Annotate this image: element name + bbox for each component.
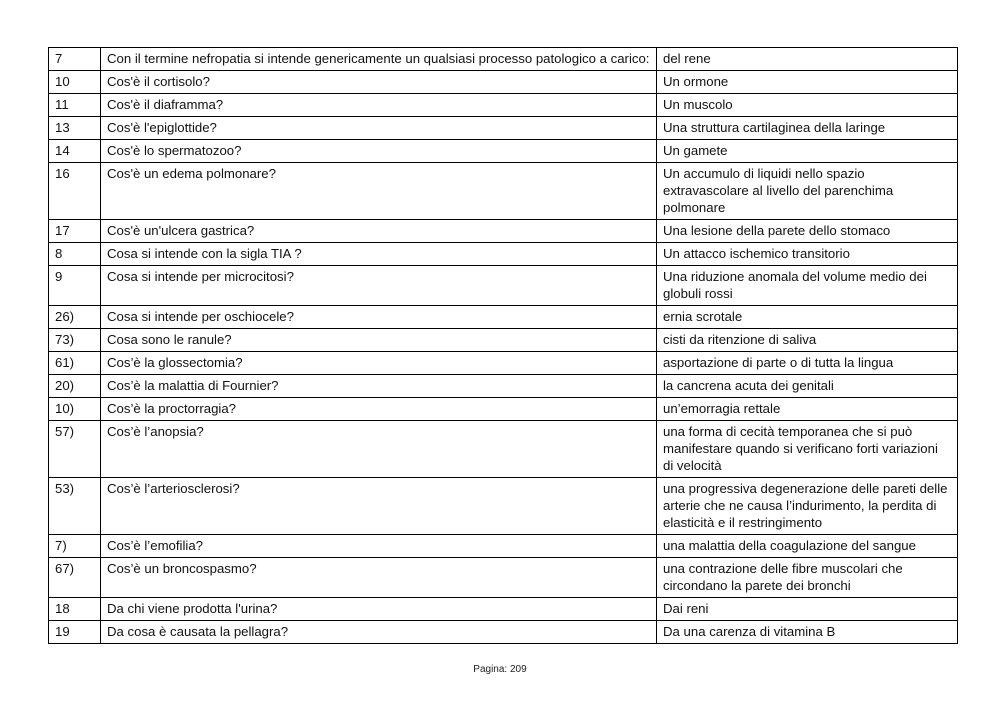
question-cell: Cos’è l’anopsia?	[101, 421, 657, 478]
table-row	[49, 621, 958, 644]
table-body	[49, 48, 958, 644]
table-row	[49, 48, 958, 71]
row-number: 8	[49, 243, 101, 266]
row-number: 10)	[49, 398, 101, 421]
answer-cell: una progressiva degenerazione delle pareti delle arterie che ne causa l’indurimento, la perdita di elasticità e il restringimento	[657, 478, 958, 535]
table-row	[49, 398, 958, 421]
answer-cell: cisti da ritenzione di saliva	[657, 329, 958, 352]
question-cell: Cos’è la proctorragia?	[101, 398, 657, 421]
question-cell: Cos’è un broncospasmo?	[101, 558, 657, 598]
row-number: 53)	[49, 478, 101, 535]
table-row	[49, 375, 958, 398]
answer-cell: una contrazione delle fibre muscolari che circondano la parete dei bronchi	[657, 558, 958, 598]
table-row	[49, 163, 958, 220]
row-number: 20)	[49, 375, 101, 398]
question-cell: Cosa si intende per microcitosi?	[101, 266, 657, 306]
row-number: 19	[49, 621, 101, 644]
answer-cell: Un ormone	[657, 71, 958, 94]
row-number: 10	[49, 71, 101, 94]
answer-cell: Un accumulo di liquidi nello spazio extravascolare al livello del parenchima polmonare	[657, 163, 958, 220]
row-number: 13	[49, 117, 101, 140]
row-number: 57)	[49, 421, 101, 478]
row-number: 17	[49, 220, 101, 243]
answer-cell: del rene	[657, 48, 958, 71]
row-number: 16	[49, 163, 101, 220]
row-number: 14	[49, 140, 101, 163]
table-row	[49, 558, 958, 598]
question-cell: Con il termine nefropatia si intende genericamente un qualsiasi processo patologico a carico:	[101, 48, 657, 71]
answer-cell: Una lesione della parete dello stomaco	[657, 220, 958, 243]
question-cell: Cos'è il cortisolo?	[101, 71, 657, 94]
question-cell: Cos'è lo spermatozoo?	[101, 140, 657, 163]
row-number: 73)	[49, 329, 101, 352]
row-number: 7)	[49, 535, 101, 558]
table-row	[49, 598, 958, 621]
table-row	[49, 140, 958, 163]
table-row	[49, 478, 958, 535]
question-cell: Cos'è il diaframma?	[101, 94, 657, 117]
question-cell: Cos’è l’emofilia?	[101, 535, 657, 558]
table-row	[49, 220, 958, 243]
answer-cell: una forma di cecità temporanea che si può manifestare quando si verificano forti variazioni di velocità	[657, 421, 958, 478]
answer-cell: la cancrena acuta dei genitali	[657, 375, 958, 398]
answer-cell: una malattia della coagulazione del sangue	[657, 535, 958, 558]
page-number: Pagina: 209	[473, 664, 527, 675]
answer-cell: Un attacco ischemico transitorio	[657, 243, 958, 266]
table-row	[49, 71, 958, 94]
question-cell: Cosa si intende con la sigla TIA ?	[101, 243, 657, 266]
table-row	[49, 421, 958, 478]
table-row	[49, 306, 958, 329]
answer-cell: un’emorragia rettale	[657, 398, 958, 421]
question-answer-table	[48, 47, 958, 644]
table-row	[49, 352, 958, 375]
table-row	[49, 117, 958, 140]
answer-cell: Un gamete	[657, 140, 958, 163]
table-row	[49, 329, 958, 352]
question-cell: Cos’è l’arteriosclerosi?	[101, 478, 657, 535]
answer-cell: ernia scrotale	[657, 306, 958, 329]
answer-cell: Dai reni	[657, 598, 958, 621]
question-cell: Da chi viene prodotta l'urina?	[101, 598, 657, 621]
question-cell: Cos’è la glossectomia?	[101, 352, 657, 375]
question-cell: Cos’è la malattia di Fournier?	[101, 375, 657, 398]
answer-cell: Una struttura cartilaginea della laringe	[657, 117, 958, 140]
question-cell: Cosa sono le ranule?	[101, 329, 657, 352]
table-row	[49, 94, 958, 117]
question-cell: Cos'è un edema polmonare?	[101, 163, 657, 220]
question-cell: Cosa si intende per oschiocele?	[101, 306, 657, 329]
row-number: 67)	[49, 558, 101, 598]
row-number: 61)	[49, 352, 101, 375]
row-number: 11	[49, 94, 101, 117]
question-cell: Cos'è un'ulcera gastrica?	[101, 220, 657, 243]
table-row	[49, 243, 958, 266]
answer-cell: asportazione di parte o di tutta la lingua	[657, 352, 958, 375]
answer-cell: Da una carenza di vitamina B	[657, 621, 958, 644]
row-number: 7	[49, 48, 101, 71]
row-number: 9	[49, 266, 101, 306]
answer-cell: Una riduzione anomala del volume medio dei globuli rossi	[657, 266, 958, 306]
table-row	[49, 535, 958, 558]
row-number: 18	[49, 598, 101, 621]
row-number: 26)	[49, 306, 101, 329]
question-cell: Cos'è l'epiglottide?	[101, 117, 657, 140]
answer-cell: Un muscolo	[657, 94, 958, 117]
question-cell: Da cosa è causata la pellagra?	[101, 621, 657, 644]
table-row	[49, 266, 958, 306]
